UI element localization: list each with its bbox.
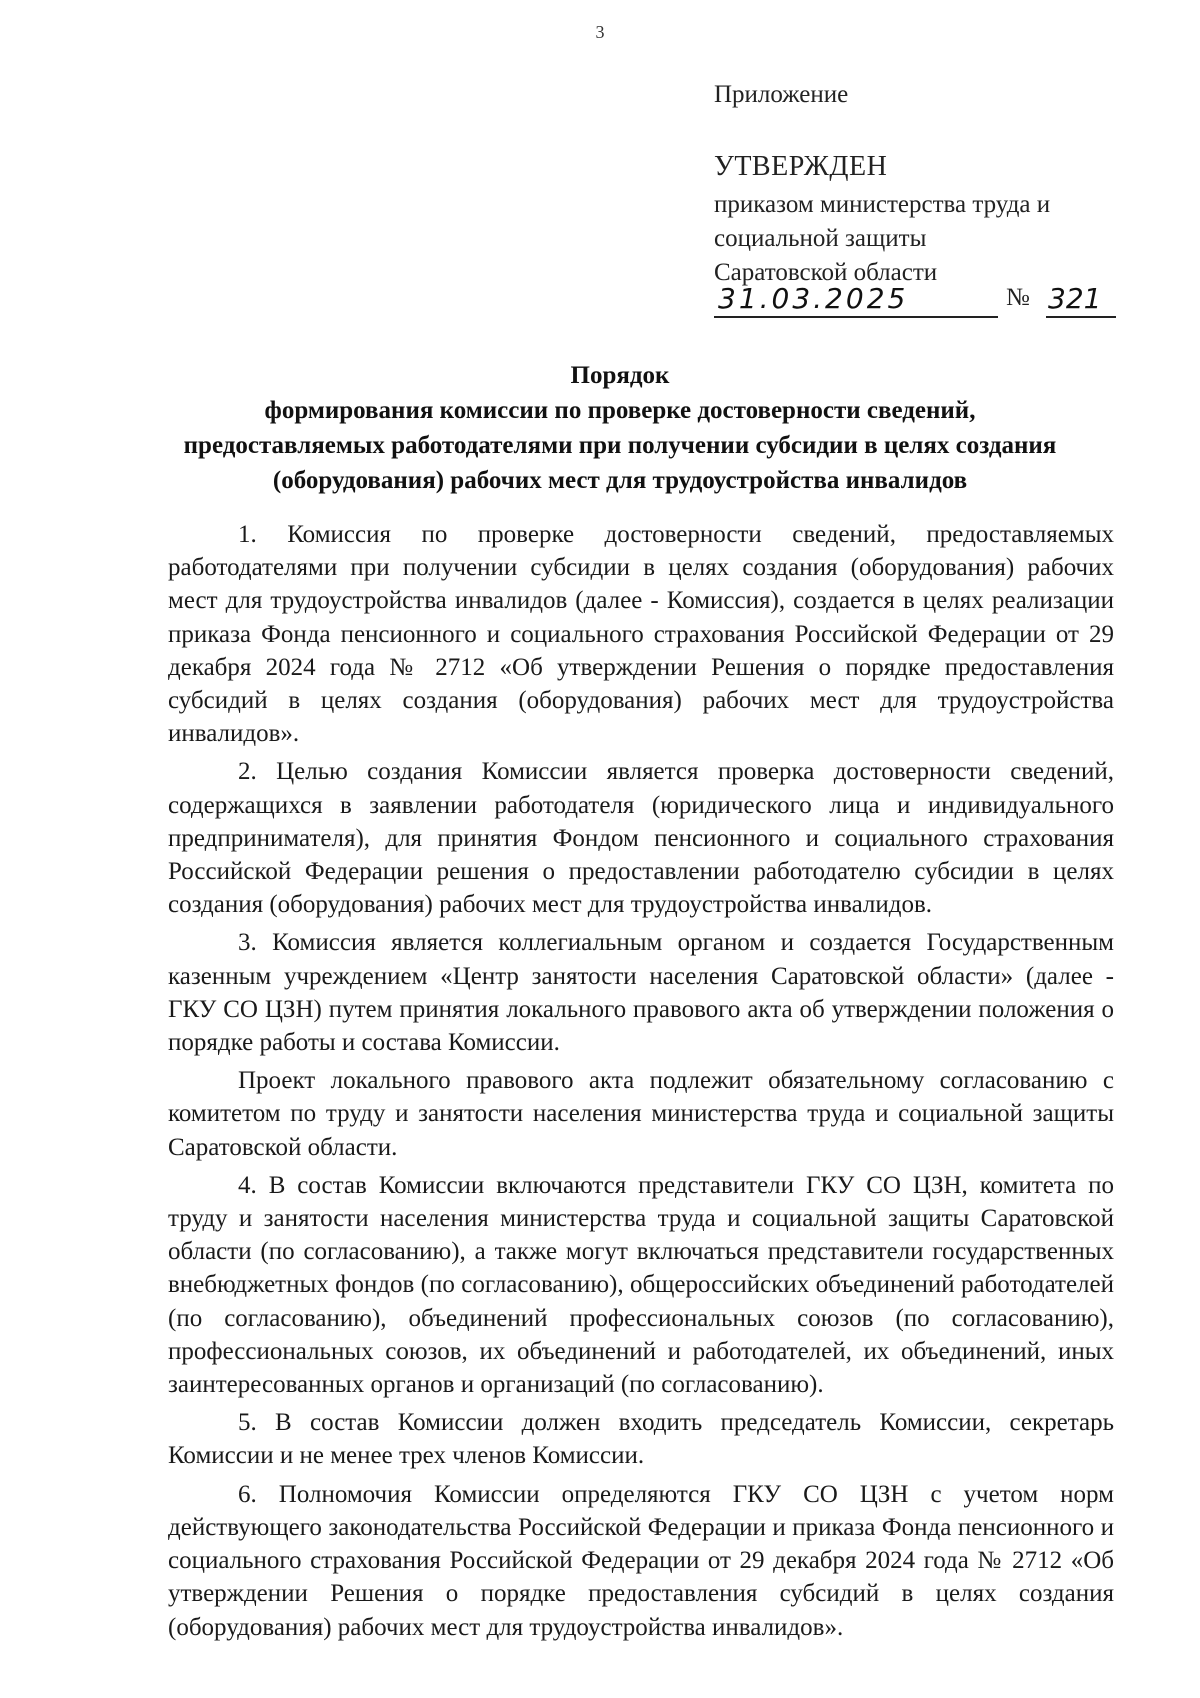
document-title <box>150 358 1090 498</box>
approved-heading: УТВЕРЖДЕН <box>714 151 888 182</box>
page-number: 3 <box>595 22 605 42</box>
approval-line: приказом министерства труда и <box>714 191 1051 218</box>
order-date: 31.03.2025 <box>714 282 998 318</box>
order-signature-row <box>714 282 1114 322</box>
title-line: (оборудования) рабочих мест для трудоустройства инвалидов <box>272 467 968 494</box>
paragraph-3: 3. Комиссия является коллегиальным органом и создается Государственным казенным учреждением «Центр занятости населения Саратовской области» (далее - ГКУ СО ЦЗН) путем принятия локального правового акта об утверждении положения о порядке работы и состава Комиссии. <box>168 929 1114 1057</box>
title-line: формирования комиссии по проверке достоверности сведений, <box>264 397 976 424</box>
approval-line: Саратовской области <box>714 259 938 286</box>
paragraph-1: 1. Комиссия по проверке достоверности сведений, предоставляемых работодателями при получении субсидии в целях создания (оборудования) рабочих мест для трудоустройства инвалидов (далее - Комиссия), создается в целях реализации приказа Фонда пенсионного и социального страхования Российской Федерации от 29 декабря 2024 года № 2712 «Об утверждении Решения о порядке предоставления субсидий в целях создания (оборудования) рабочих мест для трудоустройства инвалидов». <box>168 521 1114 748</box>
paragraph-3-note: Проект локального правового акта подлежит обязательному согласованию с комитетом по труду и занятости населения министерства труда и социальной защиты Саратовской области. <box>168 1067 1114 1161</box>
paragraph-6: 6. Полномочия Комиссии определяются ГКУ СО ЦЗН с учетом норм действующего законодательства Российской Федерации и приказа Фонда пенсионного и социального страхования Российской Федерации от 29 декабря 2024 года № 2712 «Об утверждении Решения о порядке предоставления субсидий в целях создания (оборудования) рабочих мест для трудоустройства инвалидов». <box>168 1480 1114 1641</box>
paragraph-2: 2. Целью создания Комиссии является проверка достоверности сведений, содержащихся в заявлении работодателя (юридического лица и индивидуального предпринимателя), для принятия Фондом пенсионного и социального страхования Российской Федерации решения о предоставлении работодателю субсидии в целях создания (оборудования) рабочих мест для трудоустройства инвалидов. <box>168 758 1114 919</box>
order-number-label: № <box>1006 284 1030 311</box>
title-line: предоставляемых работодателями при получении субсидии в целях создания <box>183 432 1057 459</box>
order-number: 321 <box>1046 282 1116 318</box>
paragraph-5: 5. В состав Комиссии должен входить председатель Комиссии, секретарь Комиссии и не менее трех членов Комиссии. <box>168 1409 1114 1470</box>
approval-block <box>714 78 1134 290</box>
appendix-label: Приложение <box>714 81 849 108</box>
document-body <box>168 518 1114 1649</box>
approval-line: социальной защиты <box>714 225 927 252</box>
paragraph-4: 4. В состав Комиссии включаются представители ГКУ СО ЦЗН, комитета по труду и занятости населения министерства труда и социальной защиты Саратовской области (по согласованию), а также могут включаться представители государственных внебюджетных фондов (по согласованию), общероссийских объединений работодателей (по согласованию), объединений профессиональных союзов (по согласованию), профессиональных союзов, их объединений и работодателей, их объединений, иных заинтересованных органов и организаций (по согласованию). <box>168 1171 1114 1399</box>
title-main: Порядок <box>570 362 670 389</box>
